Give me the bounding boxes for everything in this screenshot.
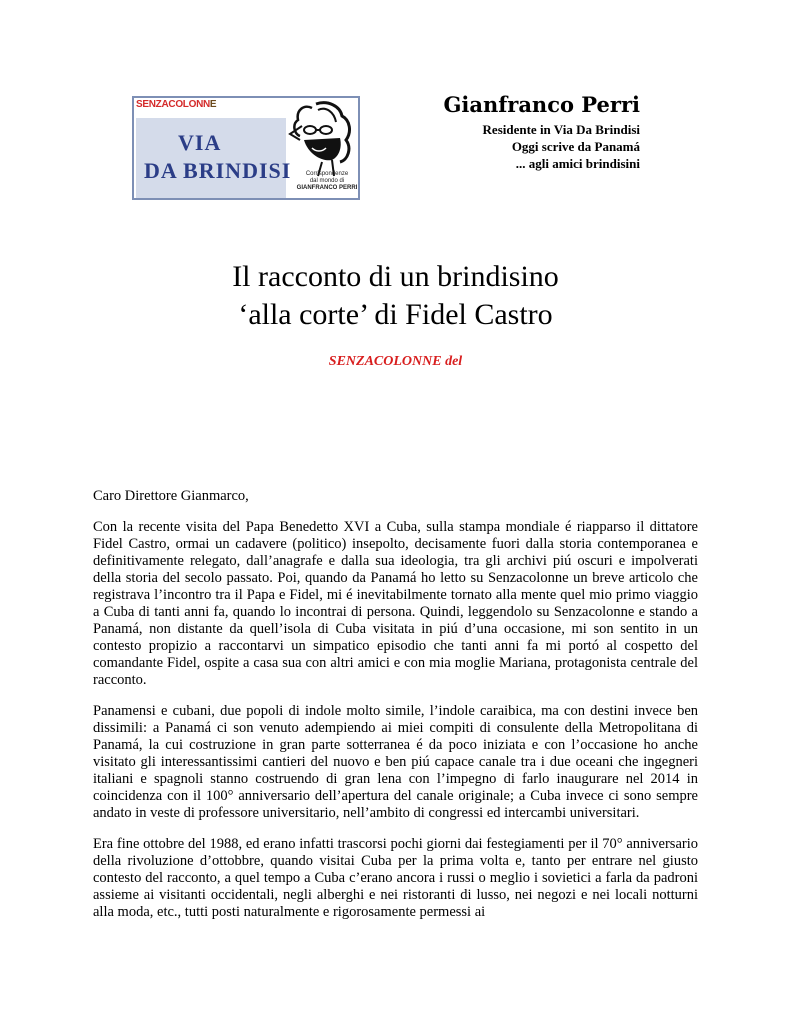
column-logo [132, 96, 360, 200]
article-title [0, 258, 791, 334]
logo-caption [294, 171, 360, 192]
logo-title-line1: VIA [178, 130, 222, 155]
article-title-line1: Il racconto di un brindisino [232, 260, 559, 293]
logo-caption-line2: dal mondo di [309, 178, 345, 184]
author-name: Gianfranco Perri [443, 92, 640, 117]
logo-brand [136, 99, 216, 110]
article-body [93, 488, 698, 935]
logo-caption-author: GIANFRANCO PERRI [296, 185, 358, 191]
logo-brand-tail: E [209, 99, 217, 110]
author-line-1: Residente in Via Da Brindisi [482, 122, 640, 137]
author-line-3: ... agli amici brindisini [515, 156, 640, 171]
article-subtitle: SENZACOLONNE del [328, 354, 463, 369]
logo-caption-line1: Corrispondenze [305, 171, 349, 177]
article-title-line2: ‘alla corte’ di Fidel Castro [238, 298, 553, 331]
author-line-2: Oggi scrive da Panamá [511, 139, 640, 154]
logo-brand-main: SENZACOLONN [136, 99, 210, 110]
logo-title-line2: DA BRINDISI [144, 158, 292, 183]
paragraph-1: Con la recente visita del Papa Benedetto XVI a Cuba, sulla stampa mondiale é riapparso il dittatore Fidel Castro, ormai un cadavere (politico) insepolto, decisamente fuori dalla storia contemporanea e definitivamente relegato, dall’anagrafe e dalla sua ideologia, tra gli archivi piú oscuri e impolverati della storia del secolo passato. Poi, quando da Panamá ho letto su Senzacolonne un breve articolo che registrava l’incontro tra il Papa e Fidel, mi é inevitabilmente tornato alla mente quel mio primo viaggio a Cuba di tanti anni fa, quando lo incontrai di persona. Quindi, leggendolo su Senzacolonne e stando a Panamá, non distante da quell’isola di Cuba visitata in piú d’una occasione, mi son sentito in un contesto propizio a raccontarvi un simpatico episodio che tanti anni fa mi portó al cospetto del comandante Fidel, ospite a casa sua con altri amici e con mia moglie Mariana, protagonista centrale del racconto. [93, 519, 698, 688]
author-block [443, 92, 640, 172]
caricature-portrait-icon [282, 100, 360, 180]
paragraph-3: Era fine ottobre del 1988, ed erano infatti trascorsi pochi giorni dai festegiamenti per il 70° anniversario della rivoluzione d’ottobbre, quando visitai Cuba per la prima volta e, tanto per entrare nel giusto contesto del racconto, a quel tempo a Cuba c’erano ancora i russi o meglio i sovietici a farla da padroni assieme ai visitanti occidentali, negli alberghi e nei ristoranti di lusso, nei negozi e nei locali notturni alla moda, etc., tutti posti naturalmente e rigorosamente permessi ai [93, 836, 698, 920]
paragraph-2: Panamensi e cubani, due popoli di indole molto simile, l’indole caraibica, ma con destini invece ben dissimili: a Panamá ci son venuto adempiendo ai miei compiti di consulente della Metropolitana di Panamá, la cui costruzione in gran parte sotterranea é da poco iniziata e con l’occasione ho anche visitato gli interessantissimi cantieri del nuovo e ben piú capace canale tra i due oceani che ingegneri italiani e spagnoli stanno costruendo di gran lena con l’impegno di farlo inaugurare nel 2014 in coincidenza con il 100° anniversario dell’apertura del canale originale; a Cuba invece ci sono sempre andato in veste di professore universitario, nell’ambito di congressi ed intercambi universitari. [93, 703, 698, 821]
salutation: Caro Direttore Gianmarco, [93, 488, 249, 504]
